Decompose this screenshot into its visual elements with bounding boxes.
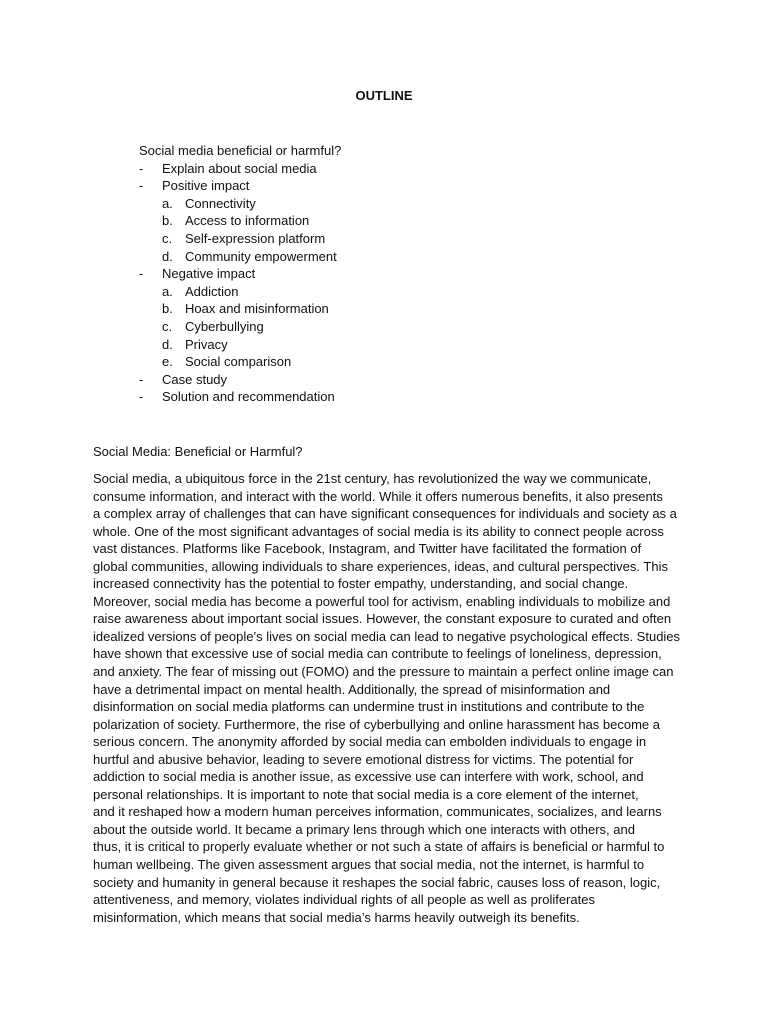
essay-line: have a detrimental impact on mental health. Additionally, the spread of misinformation and	[93, 681, 611, 697]
outline-item	[139, 265, 341, 283]
outline-subitem-text: Hoax and misinformation	[185, 301, 329, 317]
essay-line: Social media, a ubiquitous force in the 21st century, has revolutionized the way we communicate,	[93, 471, 652, 486]
essay-line: attentiveness, and memory, violates individual rights of all people as well as proliferates	[93, 892, 595, 908]
essay-line: have shown that excessive use of social media can contribute to feelings of loneliness, depression,	[93, 646, 662, 662]
outline-subitem	[139, 336, 341, 354]
outline-subitem-text: Privacy	[185, 336, 228, 352]
outline-subitem	[139, 230, 341, 248]
outline-items	[139, 160, 341, 406]
essay-line: a complex array of challenges that can have significant consequences for individuals and society as a	[93, 506, 677, 522]
essay-line: vast distances. Platforms like Facebook, Instagram, and Twitter have facilitated the formation of	[93, 541, 642, 557]
essay-line: polarization of society. Furthermore, the rise of cyberbullying and online harassment has become a	[93, 716, 660, 732]
essay-line: hurtful and abusive behavior, leading to severe emotional distress for victims. The potential for	[93, 751, 634, 767]
outline-subitem-marker: b.	[162, 301, 173, 317]
outline-subitem	[139, 195, 341, 213]
outline-subitem-text: Connectivity	[185, 195, 256, 211]
outline-item-marker: -	[139, 178, 144, 194]
outline-item-text: Case study	[162, 371, 228, 387]
essay-line: consume information, and interact with the world. While it offers numerous benefits, it also presents	[93, 488, 663, 504]
outline-subitem-marker: a.	[162, 195, 173, 211]
outline-item	[139, 160, 341, 178]
outline-subitem-marker: d.	[162, 336, 173, 352]
essay-line: disinformation on social media platforms can undermine trust in institutions and contribute to the	[93, 699, 645, 715]
essay-line: addiction to social media is another issue, as excessive use can interfere with work, school, and	[93, 769, 644, 785]
essay-line: whole. One of the most significant advantages of social media is its ability to connect people across	[93, 523, 664, 539]
outline-item-text: Negative impact	[162, 266, 256, 282]
outline-subitem-text: Addiction	[185, 283, 239, 299]
essay-line: about the outside world. It became a primary lens through which one interacts with others, and	[93, 821, 635, 837]
outline-item	[139, 388, 341, 406]
outline-list	[139, 142, 341, 406]
essay-line: increased connectivity has the potential to foster empathy, understanding, and social change.	[93, 576, 629, 592]
document-title: OUTLINE	[355, 88, 413, 103]
outline-subitem	[139, 353, 341, 371]
outline-heading	[139, 142, 341, 160]
outline-subitem-marker: d.	[162, 248, 173, 264]
outline-subitem	[139, 283, 341, 301]
outline-subitem-text: Social comparison	[185, 354, 292, 370]
essay-paragraph	[93, 470, 681, 926]
outline-subitem	[139, 248, 341, 266]
essay-line: misinformation, which means that social media’s harms heavily outweigh its benefits.	[93, 909, 580, 925]
essay-line: global communities, allowing individuals to share experiences, ideas, and cultural perspectives. This	[93, 558, 668, 574]
outline-item-text: Positive impact	[162, 178, 250, 194]
essay-line: thus, it is critical to properly evaluate whether or not such a state of affairs is beneficial or harmful to	[93, 839, 665, 855]
outline-subitem-marker: a.	[162, 283, 173, 299]
outline-subitem-marker: c.	[162, 230, 173, 246]
essay-line: raise awareness about important social issues. However, the constant exposure to curated and often	[93, 611, 672, 627]
essay-heading: Social Media: Beneficial or Harmful?	[93, 444, 303, 459]
outline-item-marker: -	[139, 389, 144, 405]
outline-item-marker: -	[139, 371, 144, 387]
outline-item-text: Explain about social media	[162, 160, 317, 176]
outline-item-marker: -	[139, 266, 144, 282]
outline-subitem-text: Cyberbullying	[185, 318, 264, 334]
outline-item	[139, 371, 341, 389]
essay-line: serious concern. The anonymity afforded by social media can embolden individuals to engage in	[93, 734, 647, 750]
outline-item	[139, 177, 341, 195]
essay-line: society and humanity in general because it reshapes the social fabric, causes loss of reason, logic,	[93, 874, 661, 890]
outline-subitem-marker: b.	[162, 213, 173, 229]
essay-line: and anxiety. The fear of missing out (FOMO) and the pressure to maintain a perfect online image can	[93, 664, 674, 680]
essay-line: idealized versions of people’s lives on social media can lead to negative psychological effects. Studies	[93, 628, 681, 644]
outline-subitem	[139, 300, 341, 318]
outline-subitem-text: Self-expression platform	[185, 230, 326, 246]
outline-subitem	[139, 318, 341, 336]
outline-subitem-text: Access to information	[185, 213, 310, 229]
essay-line: Moreover, social media has become a powerful tool for activism, enabling individuals to mobilize and	[93, 593, 671, 609]
outline-item-text: Solution and recommendation	[162, 389, 335, 405]
outline-subitem-text: Community empowerment	[185, 248, 337, 264]
outline-subitem	[139, 212, 341, 230]
outline-subitem-marker: e.	[162, 354, 173, 370]
outline-heading-text: Social media beneficial or harmful?	[139, 143, 342, 158]
essay-line: personal relationships. It is important to note that social media is a core element of the internet,	[93, 786, 639, 802]
outline-item-marker: -	[139, 160, 144, 176]
essay-line: human wellbeing. The given assessment argues that social media, not the internet, is harmful to	[93, 857, 645, 873]
outline-subitem-marker: c.	[162, 318, 173, 334]
essay-line: and it reshaped how a modern human perceives information, communicates, socializes, and learns	[93, 804, 662, 820]
